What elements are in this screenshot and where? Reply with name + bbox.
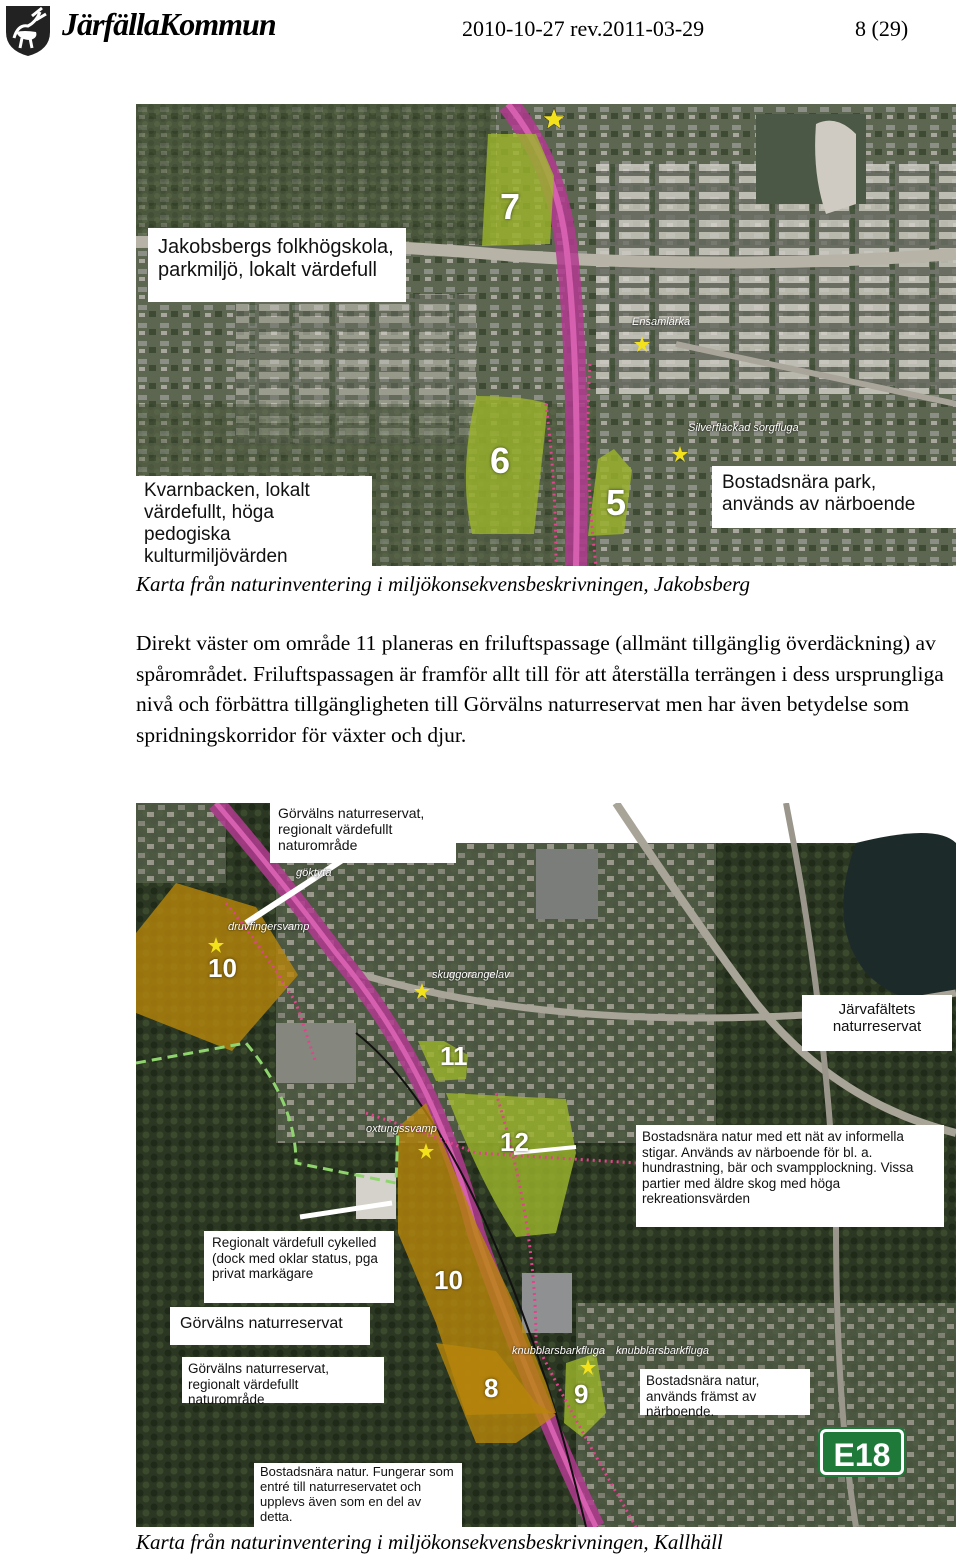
label-gorvaln-reserve-top: Görvälns naturreservat, regionalt värdefullt naturområde bbox=[270, 803, 456, 863]
map-jakobsberg bbox=[136, 104, 956, 566]
species-label: knubblarsbarkfluga bbox=[616, 1345, 709, 1357]
label-gorvaln-reserve-mid: Görvälns naturreservat bbox=[170, 1307, 370, 1345]
area-number-10: 10 bbox=[208, 953, 237, 983]
label-cykelled: Regionalt värdefull cykelled (dock med oklar status, pga privat markägare bbox=[204, 1231, 394, 1303]
label-gorvaln-reserve-low: Görvälns naturreservat, regionalt värdefullt naturområde bbox=[182, 1357, 384, 1403]
body-paragraph: Direkt väster om område 11 planeras en friluftspassage (allmänt tillgänglig överdäckning) av spårområdet. Friluftspassagen är framför allt till för att återställa terrängen i dess ursprungliga nivå och förbättra tillgängligheten till Görvälns naturreservat men har även betydelse som spridningskorridor för växter och djur. bbox=[136, 631, 944, 747]
caption-jakobsberg: Karta från naturinventering i miljökonsekvensbeskrivningen, Jakobsberg bbox=[136, 572, 750, 596]
species-label: Silverfläckad sorgfluga bbox=[688, 422, 799, 434]
label-area-7: Jakobsbergs folkhögskola, parkmiljö, lokalt värdefull bbox=[148, 228, 406, 302]
area-number-7: 7 bbox=[500, 186, 521, 227]
species-label: Ensamlärka bbox=[632, 316, 691, 328]
document-date: 2010-10-27 rev.2011-03-29 bbox=[462, 16, 705, 41]
area-number-5: 5 bbox=[606, 482, 627, 523]
caption-kallhall: Karta från naturinventering i miljökonsekvensbeskrivningen, Kallhäll bbox=[136, 1530, 723, 1554]
municipality-name: JärfällaKommun bbox=[62, 6, 276, 42]
label-jarvafaltet: Järvafältets naturreservat bbox=[802, 995, 952, 1051]
species-label: skuggorangelav bbox=[432, 969, 510, 981]
species-label: oxtungssvamp bbox=[366, 1123, 437, 1135]
species-label: göktyta bbox=[296, 867, 332, 879]
map-kallhall bbox=[136, 803, 956, 1527]
page-number: 8 (29) bbox=[855, 16, 909, 41]
area-number-6: 6 bbox=[490, 440, 511, 481]
coat-of-arms-logo bbox=[2, 2, 54, 58]
label-area-8: Bostadsnära natur. Fungerar som entré till naturreservatet och upplevs även som en del av detta. bbox=[254, 1463, 462, 1527]
area-number-10-south: 10 bbox=[434, 1265, 463, 1295]
label-area-5: Bostadsnära park, används av närboende bbox=[712, 466, 956, 528]
area-number-9: 9 bbox=[574, 1379, 589, 1409]
species-label: druvfingersvamp bbox=[228, 921, 310, 933]
area-number-12: 12 bbox=[500, 1127, 529, 1157]
species-label: knubblarsbarkfluga bbox=[512, 1345, 605, 1357]
label-area-12: Bostadsnära natur med ett nät av informella stigar. Används av närboende för bl. a. hundrastning, bär och svampplockning. Vissa partier med äldre skog med höga rekreationsvärden bbox=[636, 1125, 944, 1227]
e18-road-sign: E18 bbox=[820, 1429, 904, 1475]
area-number-8: 8 bbox=[484, 1373, 499, 1403]
label-area-6: Kvarnbacken, lokalt värdefullt, höga pedogiska kulturmiljövärden bbox=[136, 476, 372, 566]
label-area-9: Bostadsnära natur, används främst av närboende. bbox=[640, 1369, 810, 1415]
area-number-11: 11 bbox=[440, 1041, 468, 1071]
